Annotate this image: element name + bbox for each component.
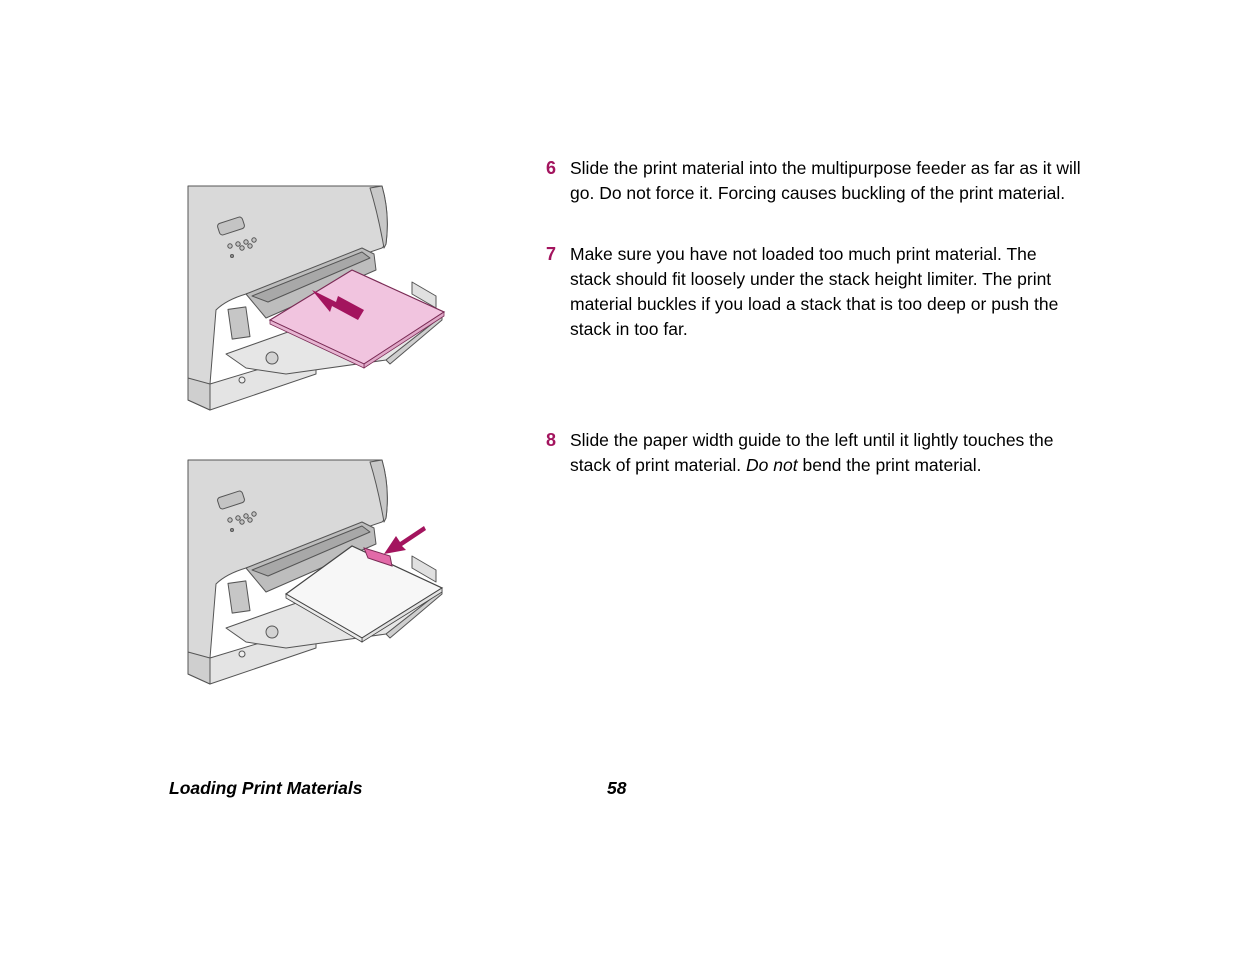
step-number: 8 xyxy=(546,430,557,450)
step-number: 7 xyxy=(546,244,557,264)
guide-arrow xyxy=(384,526,426,554)
step-text-after: bend the print material. xyxy=(797,455,982,475)
step-text: Slide the print material into the multipurpose feeder as far as it will go. Do not force it. Forcing causes buckling of the print material. xyxy=(570,158,1081,203)
step-text xyxy=(570,428,1082,478)
printer-loading-paper-illustration xyxy=(186,184,448,412)
step-text: Make sure you have not loaded too much print material. The stack should fit loosely under the stack height limiter. The print material buckles if you load a stack that is too deep or push the stack in too far. xyxy=(570,244,1059,339)
footer-chapter-title: Loading Print Materials xyxy=(169,778,363,798)
footer-page-number: 58 xyxy=(607,778,627,798)
step-text-emphasis: Do not xyxy=(746,455,798,475)
step-number: 6 xyxy=(546,158,557,178)
printer-width-guide-illustration xyxy=(186,458,448,686)
step-text-before: Slide the paper width guide to the left until it lightly touches the stack of print material. xyxy=(570,430,1054,475)
